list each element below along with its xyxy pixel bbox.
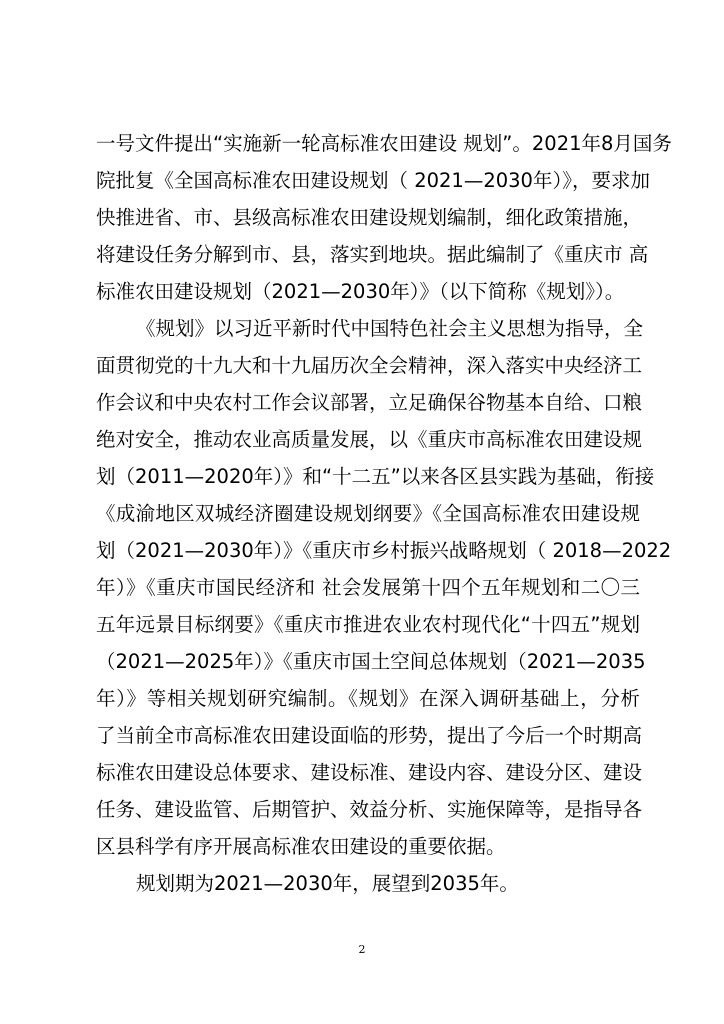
text-line-13: 年）》《重庆市国民经济和 社会发展第十四个五年规划和二〇三	[96, 576, 640, 599]
text-line-4: 将建设任务分解到市、县，落实到地块。据此编制了《重庆市 高	[96, 243, 649, 266]
text-line-19: 任务、建设监管、后期管护、效益分析、实施保障等，是指导各	[96, 798, 643, 821]
text-line-18: 标准农田建设总体要求、建设标准、建设内容、建设分区、建设	[96, 761, 643, 784]
text-line-2: 院批复《全国高标准农田建设规划（ 2021—2030年）》，要求加	[96, 169, 650, 192]
text-line-5: 标准农田建设规划（2021—2030年）》（以下简称《规划》）。	[96, 280, 625, 303]
text-line-9: 绝对安全，推动农业高质量发展，以《重庆市高标准农田建设规	[96, 428, 643, 451]
text-line-7: 面贯彻党的十九大和十九届历次全会精神，深入落实中央经济工	[96, 354, 643, 377]
text-line-3: 快推进省、市、县级高标准农田建设规划编制，细化政策措施，	[96, 206, 643, 229]
page-number: 2	[358, 943, 366, 956]
text-line-8: 作会议和中央农村工作会议部署，立足确保谷物基本自给、口粮	[96, 391, 643, 414]
text-line-12: 划（2021—2030年）》《重庆市乡村振兴战略规划（ 2018—2022	[96, 539, 672, 562]
text-line-20: 区县科学有序开展高标准农田建设的重要依据。	[96, 835, 506, 858]
text-line-1: 一号文件提出“实施新一轮高标准农田建设 规划”。2021年8月国务	[96, 132, 672, 155]
text-line-10: 划（2011—2020年）》和“十二五”以来各区县实践为基础，衔接	[96, 465, 655, 488]
text-line-15: （2021—2025年）》《重庆市国土空间总体规划（2021—2035	[96, 650, 646, 673]
text-line-11: 《成渝地区双城经济圈建设规划纲要》《全国高标准农田建设规	[96, 502, 640, 525]
text-line-6: 《规划》以习近平新时代中国特色社会主义思想为指导，全	[136, 317, 644, 340]
text-line-21: 规划期为2021—2030年，展望到2035年。	[136, 872, 519, 895]
text-line-14: 五年远景目标纲要》《重庆市推进农业农村现代化“十四五”规划	[96, 613, 640, 636]
text-line-17: 了当前全市高标准农田建设面临的形势，提出了今后一个时期高	[96, 724, 643, 747]
text-line-16: 年）》等相关规划研究编制。《规划》在深入调研基础上，分析	[96, 687, 640, 710]
